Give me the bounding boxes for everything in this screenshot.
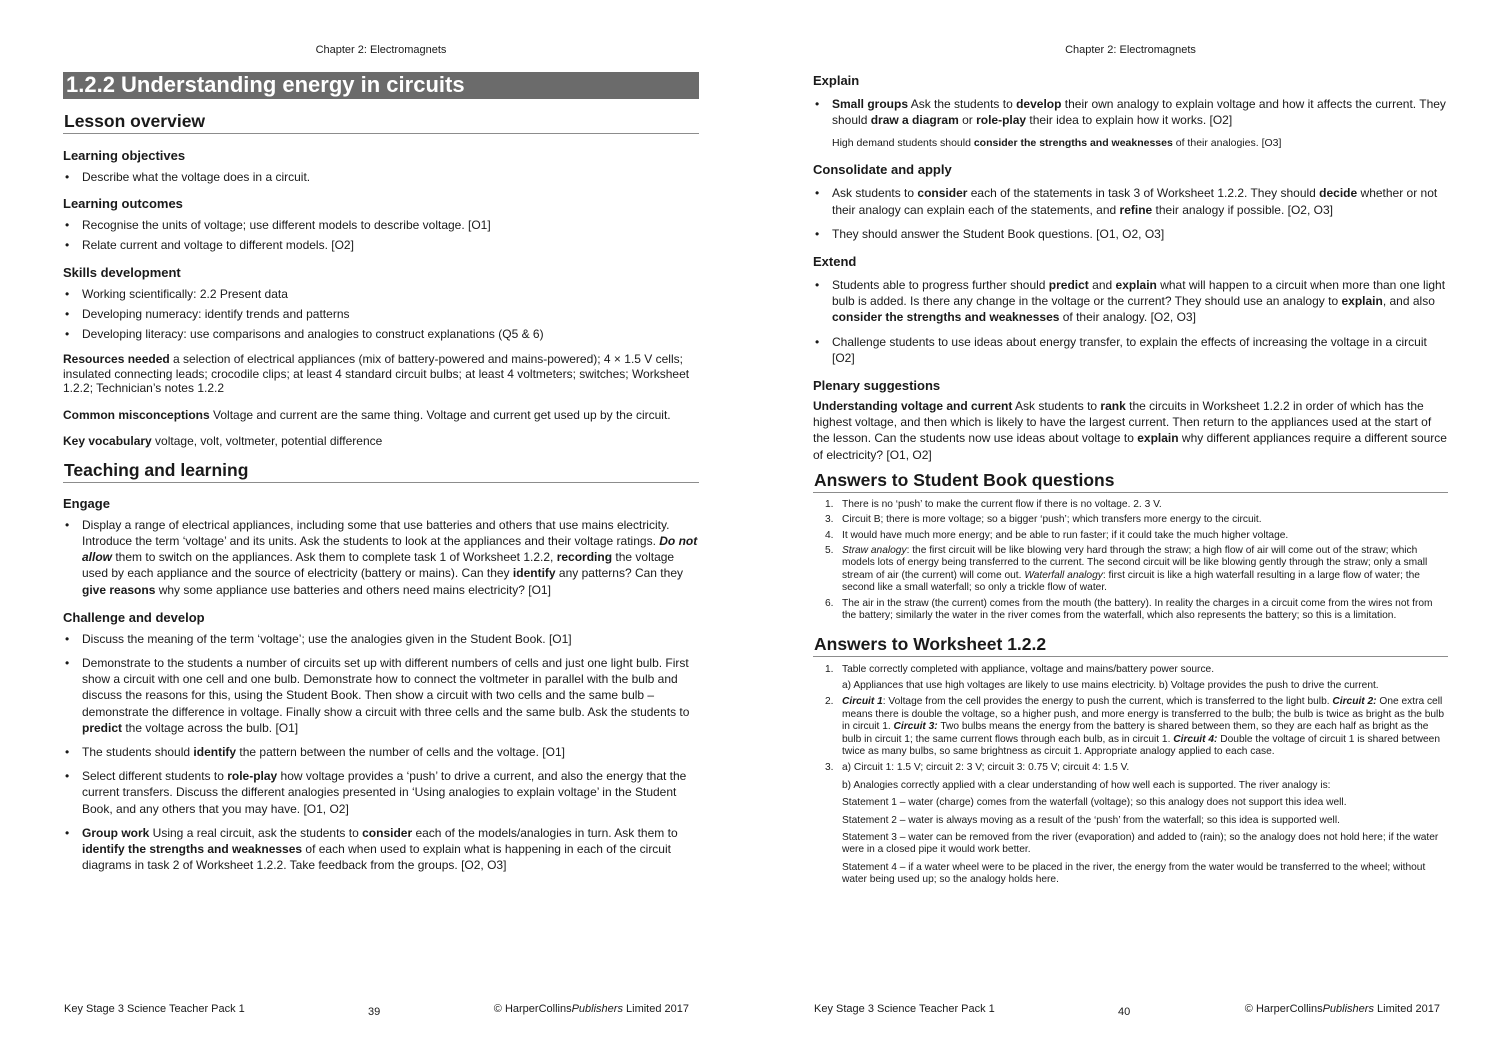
list-item: 1. Table correctly completed with appliance, voltage and mains/battery power source. [825,663,1215,675]
statement-2: Statement 2 – water is always moving as a result of the ‘push’ from the waterfall; so this idea is supported well. [842,814,1340,826]
ws-answer-1-sub: a) Appliances that use high voltages are likely to use mains electricity. b) Voltage provides the push to drive the current. [842,679,1379,691]
left-page [63,0,699,1061]
skills-list [63,286,699,343]
statement-4: Statement 4 – if a water wheel were to be placed in the river, the energy from the water would be transferred to the wheel; without water being used up; so the analogy holds here. [842,861,1426,886]
list-item: • Developing numeracy: identify trends and patterns [63,306,699,322]
list-item: 5. Straw analogy: the first circuit will be like blowing very hard through the straw; a high flow of air will come out of the straw; which models lots of energy being transferred to the current. The second circuit will be like blowing gently through the straw; only a small stream of air (the current) will come out. Waterfall analogy: first circuit is like a high waterfall resulting in a large flow of water; the second like a small waterfall; so only a trickle flow of water. [825,545,1428,594]
page-number: 39 [368,1006,381,1018]
running-head: Chapter 2: Electromagnets [1065,44,1196,56]
ws-answers-list-2 [813,696,1448,774]
sb-answers-heading: Answers to Student Book questions [813,469,1448,493]
ws-answers-heading: Answers to Worksheet 1.2.2 [813,633,1448,657]
list-item: • Challenge students to use ideas about energy transfer, to explain the effects of increasing the voltage in a circuit [O2] [813,334,1448,366]
outcomes-list [63,217,699,253]
skills-heading: Skills development [63,264,181,280]
objectives-heading: Learning objectives [63,148,186,163]
list-item: 1. There is no ‘push’ to make the current flow if there is no voltage. 2. 3 V. [825,498,1162,510]
high-demand-note: High demand students should consider the strengths and weaknesses of their analogies. [O3] [832,137,1282,150]
plenary-text: Understanding voltage and current Ask students to rank the circuits in Worksheet 1.2.2 in order of which has the highest voltage, and then which is likely to have the largest current. Then return to the appliances used at the start of the lesson. Can the students now use ideas about voltage to explain why different appliances require a different source of electricity? [O1, O2] [813,399,1447,462]
list-item: • Working scientifically: 2.2 Present data [63,286,699,302]
list-item: • Small groups Ask the students to develop their own analogy to explain voltage and how it affects the current. They should draw a diagram or role-play their idea to explain how it works. [O2] [813,96,1448,128]
list-item: • Recognise the units of voltage; use different models to describe voltage. [O1] [63,217,699,233]
sb-answers-list [813,499,1448,623]
footer-copyright: © HarperCollinsPublishers Limited 2017 [1244,1003,1440,1015]
list-item: 2. Circuit 1: Voltage from the cell provides the energy to push the current, which is transferred to the light bulb. Circuit 2: One extra cell means there is double the voltage, so a higher push, and more energy is transferred to the bulb; the bulb is twice as bright as the bulb in circuit 1. Circuit 3: Two bulbs means the energy from the battery is shared between them, so they are each half as bright as the bulb in circuit 1; the same current flows through each bulb, as in circuit 1. Circuit 4: Double the voltage of circuit 1 is shared between twice as many bulbs, so same brightness as circuit 1. Appropriate analogy applied to each case. [825,696,1444,757]
explain-list [813,96,1448,128]
list-item: • Display a range of electrical appliances, including some that use batteries and others that use mains electricity. Introduce the term ‘voltage’ and its units. Ask the students to look at the appliances and their voltage ratings. Do not allow them to switch on the appliances. Ask them to complete task 1 of Worksheet 1.2.2, recording the voltage used by each appliance and the source of electricity (battery or mains). Can they identify any patterns? Can they give reasons why some appliance use batteries and others need mains electricity? [O1] [63,517,699,598]
footer-copyright: © HarperCollinsPublishers Limited 2017 [493,1003,689,1015]
statement-3: Statement 3 – water can be removed from the river (evaporation) and added to (rain); so the analogy does not hold here; if the water were in a closed pipe it would work better. [842,831,1439,856]
extend-list [813,277,1448,366]
explain-heading: Explain [813,73,860,88]
key-vocabulary: Key vocabulary voltage, volt, voltmeter, potential difference [63,434,383,449]
list-item: • Demonstrate to the students a number of circuits set up with different numbers of cells and just one light bulb. First show a circuit with one cell and one bulb. Demonstrate how to connect the voltmeter in parallel with the bulb and discuss the reasons for this, using the Student Book. Then show a circuit with two cells and the same bulb – demonstrate the difference in voltage. Finally show a circuit with three cells and the same bulb. Ask the students to predict the voltage across the bulb. [O1] [63,655,699,736]
list-item: • The students should identify the pattern between the number of cells and the voltage. [O1] [63,744,699,760]
common-misconceptions: Common misconceptions Voltage and current are the same thing. Voltage and current get used up by the circuit. [63,407,671,422]
challenge-heading: Challenge and develop [63,609,205,625]
consolidate-heading: Consolidate and apply [813,162,952,178]
resources-needed: Resources needed a selection of electrical appliances (mix of battery-powered and mains-powered); 4 × 1.5 V cells; insulated connecting leads; crocodile clips; at least 4 standard circuit bulbs; at least 4 voltmeters; switches; Worksheet 1.2.2; Technician’s notes 1.2.2 [63,352,690,396]
engage-heading: Engage [63,495,110,511]
teaching-heading: Teaching and learning [63,459,699,483]
lesson-overview-heading: Lesson overview [63,110,699,134]
list-item: • Developing literacy: use comparisons and analogies to construct explanations (Q5 & 6) [63,326,699,342]
plenary-heading: Plenary suggestions [813,378,941,394]
consolidate-list [813,185,1448,242]
list-item: • Relate current and voltage to different models. [O2] [63,237,699,253]
list-item: 3. a) Circuit 1: 1.5 V; circuit 2: 3 V; circuit 3: 0.75 V; circuit 4: 1.5 V. [825,762,1130,774]
outcomes-heading: Learning outcomes [63,196,183,212]
list-item: • Ask students to consider each of the statements in task 3 of Worksheet 1.2.2. They should decide whether or not their analogy can explain each of the statements, and refine their analogy if possible. [O2, O3] [813,185,1448,217]
statement-1: Statement 1 – water (charge) comes from the waterfall (voltage); so this analogy does not support this idea well. [842,797,1347,809]
list-item: 6. The air in the straw (the current) comes from the mouth (the battery). In reality the charges in a circuit come from the wires not from the battery; similarly the water in the river comes from the waterfall, which also represents the battery; so this is a limitation. [825,597,1433,622]
page-number: 40 [1118,1006,1131,1018]
ws-answers-list [813,664,1448,676]
list-item: • Select different students to role-play how voltage provides a ‘push’ to drive a current, and also the energy that the current transfers. Discuss the different analogies presented in ‘Using analogies to explain voltage’ in the Student Book, and any others that you may have. [O1, O2] [63,768,699,817]
ws-answer-3b: b) Analogies correctly applied with a clear understanding of how well each is supported. The river analogy is: [842,779,1331,791]
engage-list [63,517,699,598]
list-item: 3. Circuit B; there is more voltage; so a bigger ‘push’; which transfers more energy to the circuit. [825,514,1262,526]
list-item: • Discuss the meaning of the term ‘voltage’; use the analogies given in the Student Book. [O1] [63,631,699,647]
lesson-title: 1.2.2 Understanding energy in circuits [63,72,699,99]
objectives-list [63,169,699,185]
list-item: 4. It would have much more energy; and be able to run faster; if it could take the much higher voltage. [825,529,1289,541]
footer-book-title: Key Stage 3 Science Teacher Pack 1 [64,1003,245,1015]
footer-book-title: Key Stage 3 Science Teacher Pack 1 [814,1003,995,1015]
challenge-list [63,631,699,874]
list-item: • Describe what the voltage does in a circuit. [63,169,699,185]
running-head: Chapter 2: Electromagnets [315,44,447,56]
list-item: • Students able to progress further should predict and explain what will happen to a circuit when more than one light bulb is added. Is there any change in the voltage or the current? They should use an analogy to explain, and also consider the strengths and weaknesses of their analogy. [O2, O3] [813,277,1448,326]
list-item: • They should answer the Student Book questions. [O1, O2, O3] [813,226,1448,242]
extend-heading: Extend [813,254,857,270]
list-item: • Group work Using a real circuit, ask the students to consider each of the models/analogies in turn. Ask them to identify the strengths and weaknesses of each when used to explain what is happening in each of the circuit diagrams in task 2 of Worksheet 1.2.2. Take feedback from the groups. [O2, O3] [63,825,699,874]
right-page [813,0,1448,1061]
